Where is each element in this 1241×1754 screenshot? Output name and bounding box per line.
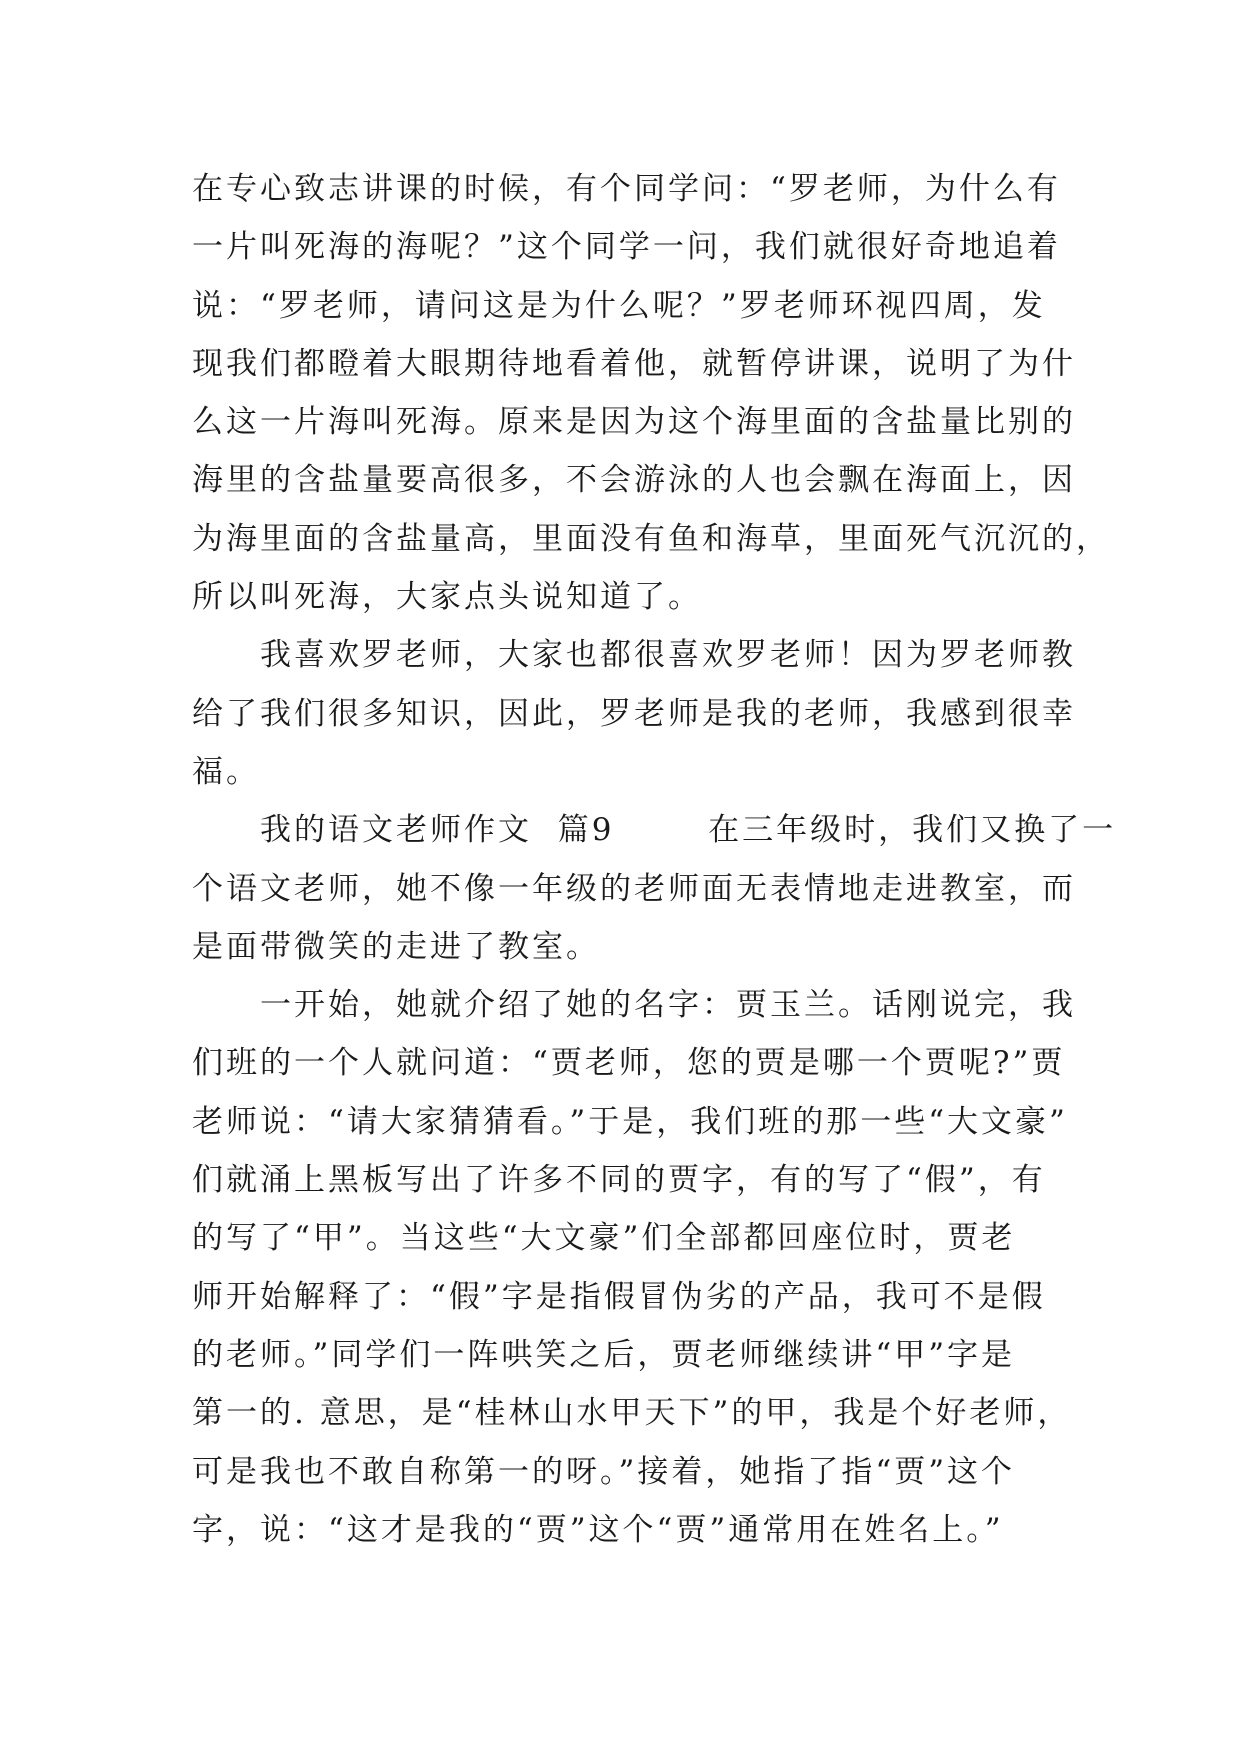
text-line: 我喜欢罗老师，大家也都很喜欢罗老师！因为罗老师教 (192, 637, 1076, 674)
text-line: 个语文老师，她不像一年级的老师面无表情地走进教室，而 (192, 870, 1076, 907)
text-line: 海里的含盐量要高很多，不会游泳的人也会飘在海面上，因 (192, 462, 1076, 499)
text-line: 现我们都瞪着大眼期待地看着他，就暂停讲课，说明了为什 (192, 345, 1076, 382)
text-line: 福。 (192, 753, 260, 790)
text-line: 么这一片海叫死海。原来是因为这个海里面的含盐量比别的 (192, 404, 1076, 441)
text-line: 字，说：“这才是我的“贾”这个“贾”通常用在姓名上。” (192, 1511, 1004, 1548)
text-line: 说：“罗老师，请问这是为什么呢？”罗老师环视四周，发 (192, 287, 1046, 324)
text-line: 们就涌上黑板写出了许多不同的贾字，有的写了“假”，有 (192, 1162, 1046, 1199)
text-line: 第一的. 意思，是“桂林山水甲天下”的甲，我是个好老师， (192, 1395, 1072, 1432)
document-body (192, 160, 1117, 1559)
section-heading-line: 我的语文老师作文 篇9 在三年级时，我们又换了一 (192, 812, 1117, 849)
text-line: 的写了“甲”。当这些“大文豪”们全部都回座位时，贾老 (192, 1220, 1016, 1257)
text-line: 可是我也不敢自称第一的呀。”接着，她指了指“贾”这个 (192, 1453, 1016, 1490)
text-line: 的老师。”同学们一阵哄笑之后，贾老师继续讲“甲”字是 (192, 1336, 1016, 1373)
text-line: 老师说：“请大家猜猜看。”于是，我们班的那一些“大文豪” (192, 1103, 1068, 1140)
text-line: 在专心致志讲课的时候，有个同学问：“罗老师，为什么有 (192, 171, 1061, 207)
text-line: 为海里面的含盐量高，里面没有鱼和海草，里面死气沉沉的， (192, 520, 1110, 557)
text-line: 们班的一个人就问道：“贾老师，您的贾是哪一个贾呢?”贾 (192, 1045, 1066, 1082)
text-line: 师开始解释了：“假”字是指假冒伪劣的产品，我可不是假 (192, 1278, 1046, 1315)
text-line: 一片叫死海的海呢？”这个同学一问，我们就很好奇地追着 (192, 229, 1061, 266)
text-line: 一开始，她就介绍了她的名字：贾玉兰。话刚说完，我 (192, 987, 1076, 1024)
text-line: 给了我们很多知识，因此，罗老师是我的老师，我感到很幸 (192, 695, 1076, 732)
text-line: 所以叫死海，大家点头说知道了。 (192, 579, 702, 616)
text-line: 是面带微笑的走进了教室。 (192, 928, 600, 965)
